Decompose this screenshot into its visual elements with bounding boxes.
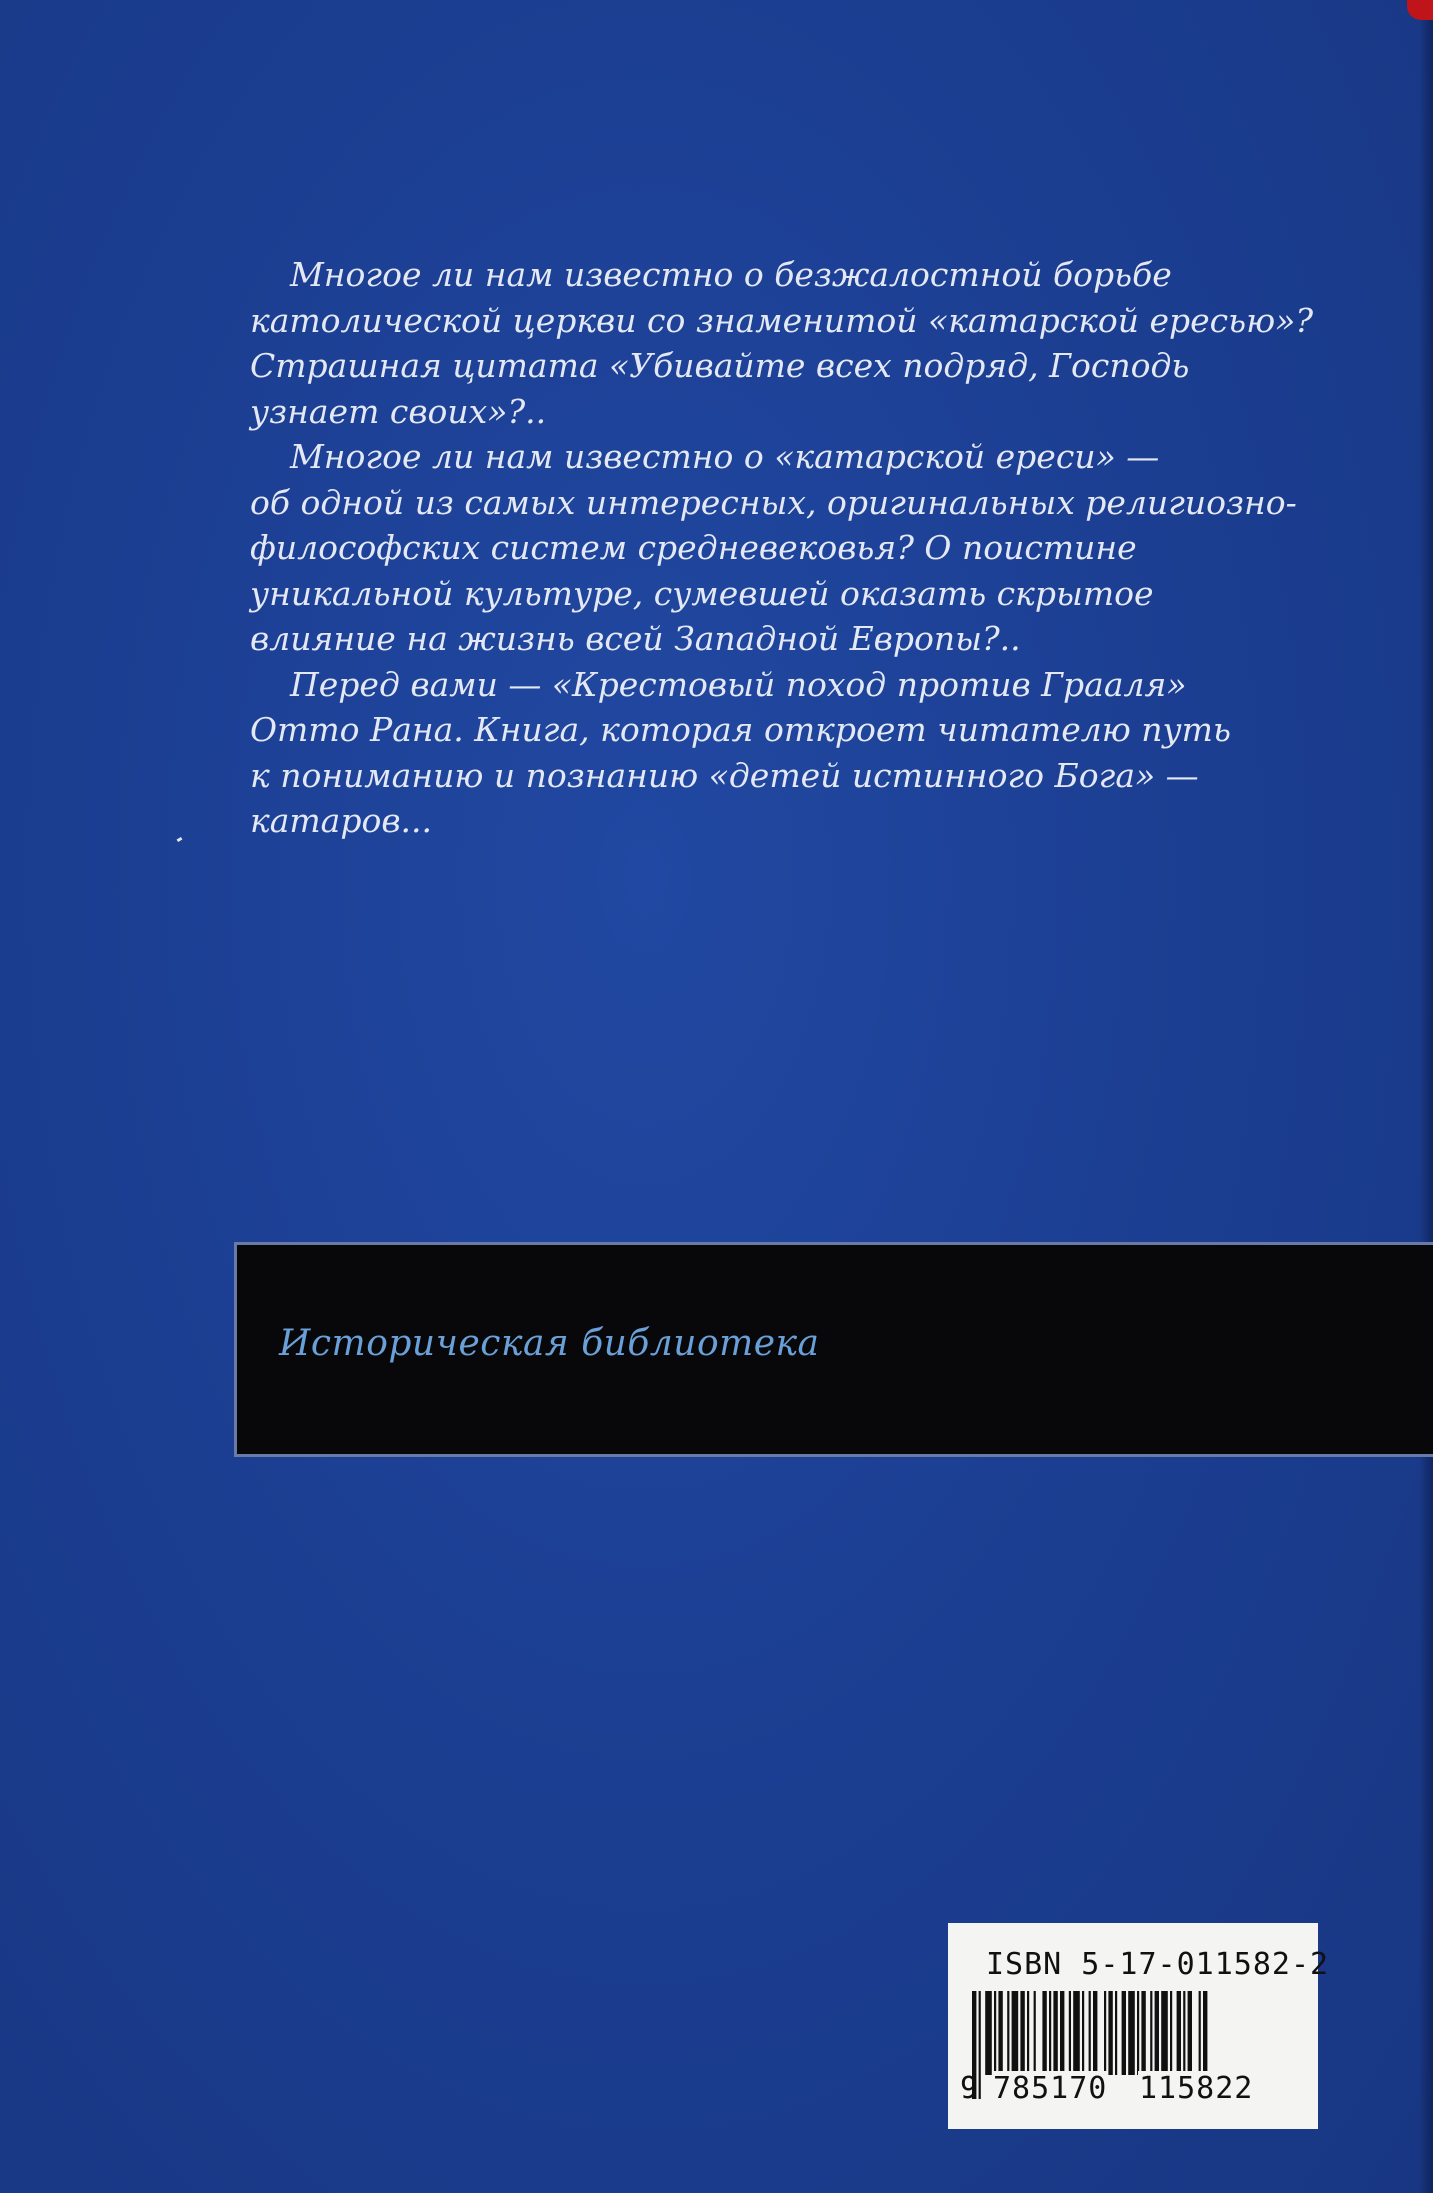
barcode-bar	[1177, 1991, 1181, 2075]
barcode-bar	[1012, 1991, 1019, 2075]
barcode-bar	[1170, 1991, 1172, 2075]
corner-red-mark	[1407, 0, 1433, 20]
barcode-bar	[1073, 1991, 1080, 2075]
barcode-bar	[998, 1991, 1002, 2075]
barcode-bar	[1155, 1991, 1159, 2075]
blurb-line: католической церкви со знаменитой «катарской ересью»?	[250, 300, 1314, 340]
barcode-bar	[1150, 1991, 1152, 2075]
barcode-bar	[1007, 1991, 1009, 2075]
barcode-bar	[994, 1991, 996, 2075]
barcode-bar	[1183, 1991, 1185, 2075]
blurb-line: Отто Рана. Книга, которая откроет читателю путь	[250, 710, 1231, 749]
blurb-text	[250, 252, 1330, 844]
blurb-line: об одной из самых интересных, оригинальных религиозно-	[250, 482, 1297, 522]
barcode-bar	[1069, 1991, 1071, 2075]
barcode-bar	[1137, 1991, 1139, 2075]
blurb-line: влияние на жизнь всей Западной Европы?..	[250, 619, 1021, 658]
print-speck	[177, 837, 183, 842]
series-band	[234, 1242, 1433, 1457]
barcode-bar	[1060, 1991, 1064, 2075]
barcode-bar	[1034, 1991, 1036, 2075]
barcode-bar	[1128, 1991, 1135, 2075]
barcode-bar	[1020, 1991, 1024, 2075]
barcode-bar	[1027, 1991, 1029, 2075]
barcode-bar	[1161, 1991, 1168, 2075]
barcode-bar	[1108, 1991, 1112, 2075]
ean-left-group: 785170	[993, 2071, 1108, 2106]
blurb-line: Страшная цитата «Убивайте всех подряд, Господь	[250, 346, 1190, 385]
cover-edge-shadow	[1419, 0, 1433, 2193]
barcode-bar	[1188, 1991, 1192, 2075]
blurb-line: философских систем средневековья? О поистине	[250, 528, 1137, 567]
series-title: Историческая библиотека	[279, 1323, 820, 1364]
blurb-line: к пониманию и познанию «детей истинного Бога» —	[250, 755, 1199, 795]
barcode-bar	[1042, 1991, 1046, 2075]
barcode-bar	[1049, 1991, 1051, 2075]
ean-right-group: 115822	[1139, 2071, 1254, 2106]
blurb-line: уникальной культуре, сумевшей оказать скрытое	[250, 573, 1154, 613]
barcode-bar	[979, 1991, 981, 2099]
barcode-bar	[1082, 1991, 1084, 2075]
blurb-line: катаров...	[250, 801, 433, 840]
barcode-bar	[1053, 1991, 1057, 2075]
isbn-number: ISBN 5-17-011582-2	[986, 1947, 1330, 1982]
barcode-bar	[1122, 1991, 1126, 2075]
barcode-bar	[1115, 1991, 1117, 2075]
barcode-bar	[1199, 1991, 1201, 2075]
barcode-bar	[1141, 1991, 1145, 2075]
ean-first-digit: 9	[960, 2071, 979, 2106]
blurb-line: Многое ли нам известно о «катарской ереси» —	[290, 437, 1160, 476]
blurb-line: Многое ли нам известно о безжалостной борьбе	[290, 255, 1172, 294]
barcode-bar	[1104, 1991, 1106, 2075]
blurb-line: Перед вами — «Крестовый поход против Грааля»	[290, 664, 1187, 704]
barcode-box	[948, 1923, 1330, 2129]
blurb-line: узнает своих»?..	[250, 391, 547, 431]
barcode-bar	[985, 1991, 992, 2075]
